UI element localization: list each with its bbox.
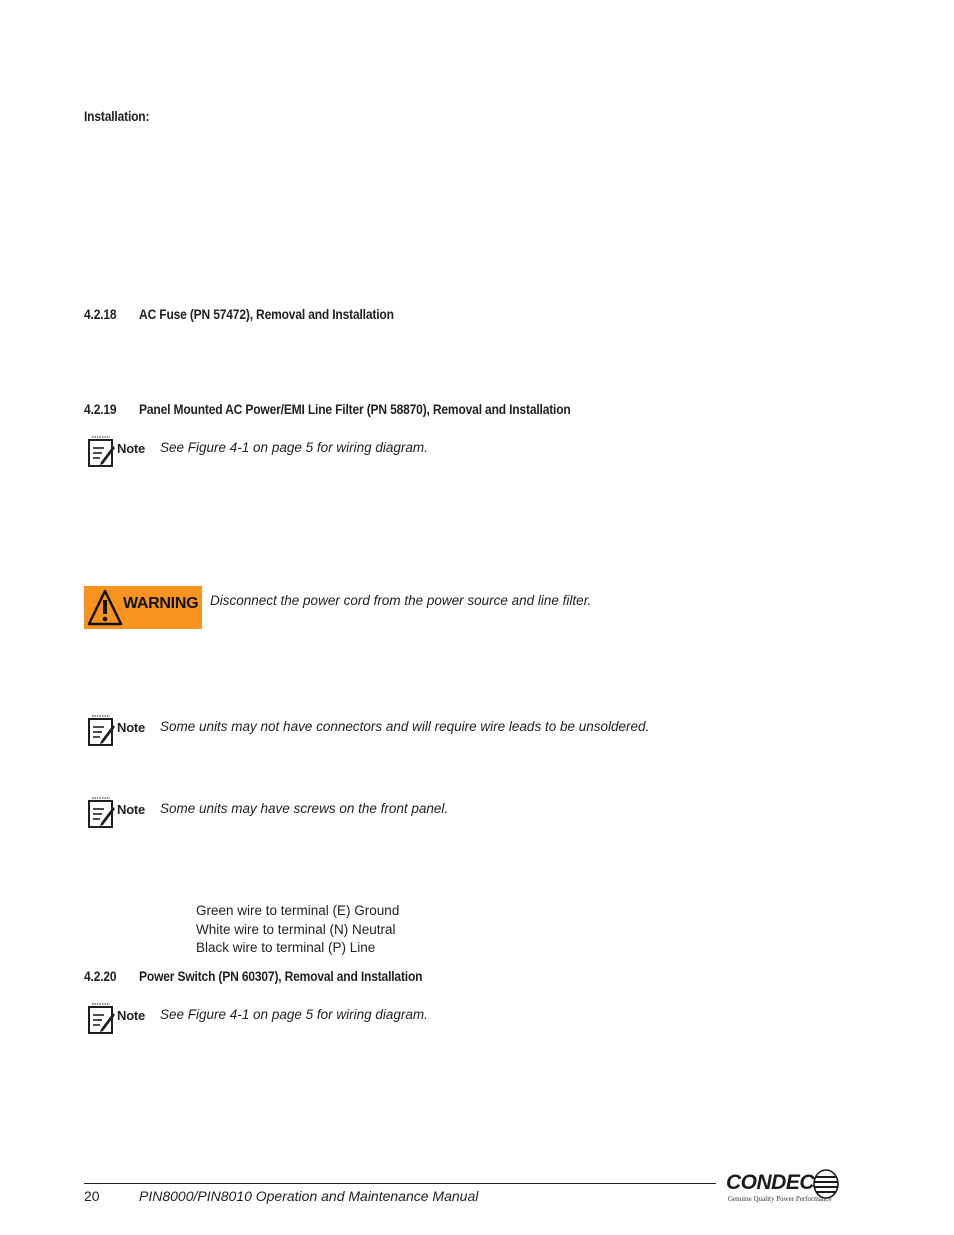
note-label: Note xyxy=(117,802,146,817)
installation-label: Installation: xyxy=(84,108,150,124)
section-number: 4.2.18 xyxy=(84,306,117,322)
section-heading-4-2-19 xyxy=(84,401,571,417)
note-pad-icon xyxy=(88,794,116,828)
note-badge xyxy=(88,712,152,746)
section-title: AC Fuse (PN 57472), Removal and Installation xyxy=(139,306,394,322)
wire-item-line: Black wire to terminal (P) Line xyxy=(196,940,376,955)
condec-logo xyxy=(726,1168,842,1204)
note-text: See Figure 4-1 on page 5 for wiring diagram. xyxy=(160,1007,428,1022)
note-pad-icon xyxy=(88,1000,116,1034)
section-heading-4-2-20 xyxy=(84,968,422,984)
section-title: Panel Mounted AC Power/EMI Line Filter (PN 58870), Removal and Installation xyxy=(139,401,571,417)
note-text: See Figure 4-1 on page 5 for wiring diagram. xyxy=(160,440,428,455)
logo-wordmark: CONDEC xyxy=(726,1171,815,1194)
section-heading-4-2-18 xyxy=(84,306,394,322)
note-label: Note xyxy=(117,1008,146,1023)
wire-item-ground: Green wire to terminal (E) Ground xyxy=(196,903,400,918)
note-text: Some units may not have connectors and will require wire leads to be unsoldered. xyxy=(160,719,650,734)
wire-item-neutral: White wire to terminal (N) Neutral xyxy=(196,922,396,937)
note-pad-icon xyxy=(88,712,116,746)
warning-label: WARNING xyxy=(123,595,199,612)
note-label: Note xyxy=(117,441,146,456)
note-pad-icon xyxy=(88,433,116,467)
note-label: Note xyxy=(117,720,146,735)
manual-title: PIN8000/PIN8010 Operation and Maintenance Manual xyxy=(139,1188,479,1204)
warning-triangle-icon xyxy=(86,586,124,629)
note-badge xyxy=(88,794,152,828)
page-number: 20 xyxy=(84,1188,100,1204)
warning-text: Disconnect the power cord from the power source and line filter. xyxy=(210,593,592,608)
section-number: 4.2.20 xyxy=(84,968,117,984)
logo-tagline: Genuine Quality Power Performance xyxy=(728,1195,832,1203)
note-badge xyxy=(88,1000,152,1034)
section-title: Power Switch (PN 60307), Removal and Installation xyxy=(139,968,423,984)
section-number: 4.2.19 xyxy=(84,401,117,417)
note-badge xyxy=(88,433,152,467)
footer-rule xyxy=(84,1183,716,1184)
warning-badge xyxy=(84,586,202,629)
note-text: Some units may have screws on the front panel. xyxy=(160,801,449,816)
